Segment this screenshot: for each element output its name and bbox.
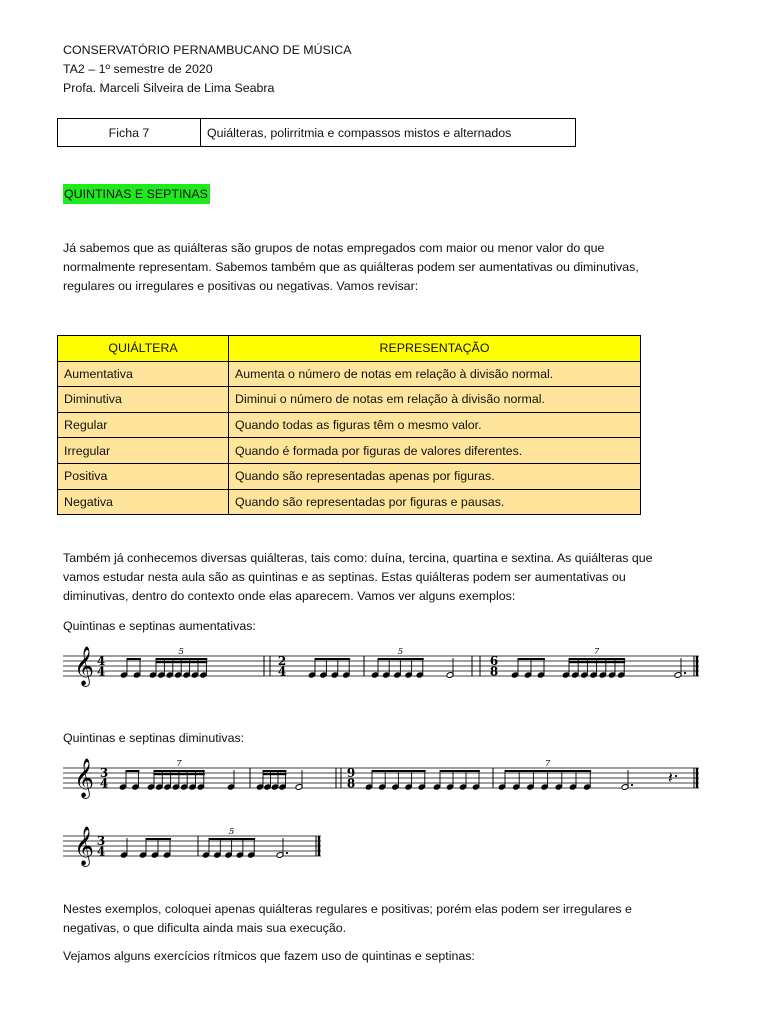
dot — [631, 784, 633, 786]
cell-description: Quando são representadas por figuras e pausas. — [229, 489, 641, 515]
cell-type: Negativa — [58, 489, 229, 515]
second-paragraph — [63, 549, 653, 606]
tuplet-number: 7 — [593, 647, 600, 657]
label-aumentativas: Quintinas e septinas aumentativas: — [63, 619, 256, 633]
time-signature-top: 2 — [277, 654, 287, 668]
beam — [156, 658, 207, 660]
beam — [154, 773, 205, 775]
music-staff — [0, 820, 768, 884]
staff-example-aumentativas — [0, 640, 768, 704]
header-representacao: REPRESENTAÇÃO — [229, 336, 641, 362]
ficha-subject: Quiálteras, polirritmia e compassos mistos e alternados — [201, 119, 576, 147]
treble-clef-icon: 𝄞 — [74, 826, 95, 866]
staff-example-diminutivas-1 — [0, 752, 768, 816]
time-signature-top: 6 — [489, 654, 499, 668]
para-line: Nestes exemplos, coloquei apenas quiálteras regulares e positivas; porém elas podem ser irregulares e — [63, 902, 632, 916]
time-signature-bottom: 4 — [96, 664, 106, 679]
fourth-paragraph: Vejamos alguns exercícios rítmicos que fazem uso de quintinas e septinas: — [63, 949, 475, 963]
tuplet-number: 7 — [544, 759, 551, 769]
music-staff — [0, 752, 768, 816]
beam — [263, 773, 286, 775]
music-staff — [0, 640, 768, 704]
para-line: diminutivas, dentro do contexto onde elas aparecem. Vamos ver alguns exemplos: — [63, 589, 516, 603]
para-line: negativas, o que dificulta ainda mais sua execução. — [63, 921, 347, 935]
dot — [286, 852, 288, 854]
cell-description: Diminui o número de notas em relação à divisão normal. — [229, 387, 641, 413]
beam — [154, 770, 205, 772]
beam — [378, 658, 424, 660]
table-row — [58, 387, 641, 413]
cell-type: Regular — [58, 412, 229, 438]
cell-description: Aumenta o número de notas em relação à divisão normal. — [229, 361, 641, 387]
tuplet-number: 7 — [176, 759, 182, 769]
beam — [505, 770, 591, 772]
beam — [126, 770, 139, 772]
time-signature-top: 4 — [96, 654, 106, 668]
time-signature-bottom: 4 — [96, 844, 106, 859]
beam — [569, 658, 625, 660]
section-title: QUINTINAS E SEPTINAS — [63, 184, 210, 204]
table-row — [58, 438, 641, 464]
cell-description: Quando são representadas apenas por figuras. — [229, 463, 641, 489]
para-line: Também já conhecemos diversas quiálteras, tais como: duína, tercina, quartina e sextina. As quiálteras que — [63, 551, 653, 565]
time-signature-bottom: 8 — [489, 664, 499, 679]
tuplet-number: 5 — [178, 647, 184, 657]
beam — [209, 838, 255, 840]
time-signature-bottom: 4 — [277, 664, 287, 679]
time-signature-bottom: 8 — [346, 776, 356, 791]
beam — [146, 838, 171, 840]
tuplet-number: 5 — [228, 827, 235, 837]
intro-paragraph — [63, 239, 639, 296]
treble-clef-icon: 𝄞 — [74, 646, 95, 686]
cell-type: Irregular — [58, 438, 229, 464]
table-row — [58, 412, 641, 438]
intro-line: normalmente representam. Sabemos também que as quiálteras podem ser aumentativas ou diminutivas, — [63, 260, 639, 274]
table-header-row — [58, 336, 641, 362]
tuplet-number: 5 — [397, 647, 404, 657]
staff-example-diminutivas-2 — [0, 820, 768, 884]
institution-name: CONSERVATÓRIO PERNAMBUCANO DE MÚSICA — [63, 43, 352, 57]
cell-description: Quando todas as figuras têm o mesmo valor. — [229, 412, 641, 438]
beam — [127, 658, 141, 660]
intro-line: regulares ou irregulares e positivas ou negativas. Vamos revisar: — [63, 279, 419, 293]
para-line: vamos estudar nesta aula são as quintinas e as septinas. Estas quiálteras podem ser aumentativas ou — [63, 570, 626, 584]
ficha-number: Ficha 7 — [58, 119, 201, 147]
header-quialtera: QUIÁLTERA — [58, 336, 229, 362]
table-row — [58, 463, 641, 489]
time-signature-bottom: 4 — [99, 776, 109, 791]
label-diminutivas: Quintinas e septinas diminutivas: — [63, 731, 245, 745]
beam — [263, 770, 286, 772]
cell-type: Aumentativa — [58, 361, 229, 387]
time-signature-top: 9 — [346, 766, 356, 780]
cell-type: Diminutiva — [58, 387, 229, 413]
cell-type: Positiva — [58, 463, 229, 489]
table-row — [58, 361, 641, 387]
treble-clef-icon: 𝄞 — [74, 758, 95, 798]
beam — [440, 770, 480, 772]
beam — [156, 661, 207, 663]
beam — [315, 658, 350, 660]
teacher-name: Profa. Marceli Silveira de Lima Seabra — [63, 81, 275, 95]
third-paragraph — [63, 900, 632, 938]
beam — [372, 770, 426, 772]
quarter-rest-icon: 𝄽 — [668, 768, 673, 787]
ficha-table — [57, 118, 576, 147]
table-row — [58, 489, 641, 515]
beam — [518, 658, 545, 660]
time-signature-top: 3 — [99, 766, 109, 780]
time-signature-top: 3 — [96, 834, 106, 848]
intro-line: Já sabemos que as quiálteras são grupos de notas empregados com maior ou menor valor do que — [63, 241, 605, 255]
cell-description: Quando é formada por figuras de valores diferentes. — [229, 438, 641, 464]
dot — [684, 672, 686, 674]
term-line: TA2 – 1º semestre de 2020 — [63, 62, 213, 76]
quialtera-table — [57, 335, 641, 515]
beam — [569, 661, 625, 663]
dot — [675, 775, 677, 777]
